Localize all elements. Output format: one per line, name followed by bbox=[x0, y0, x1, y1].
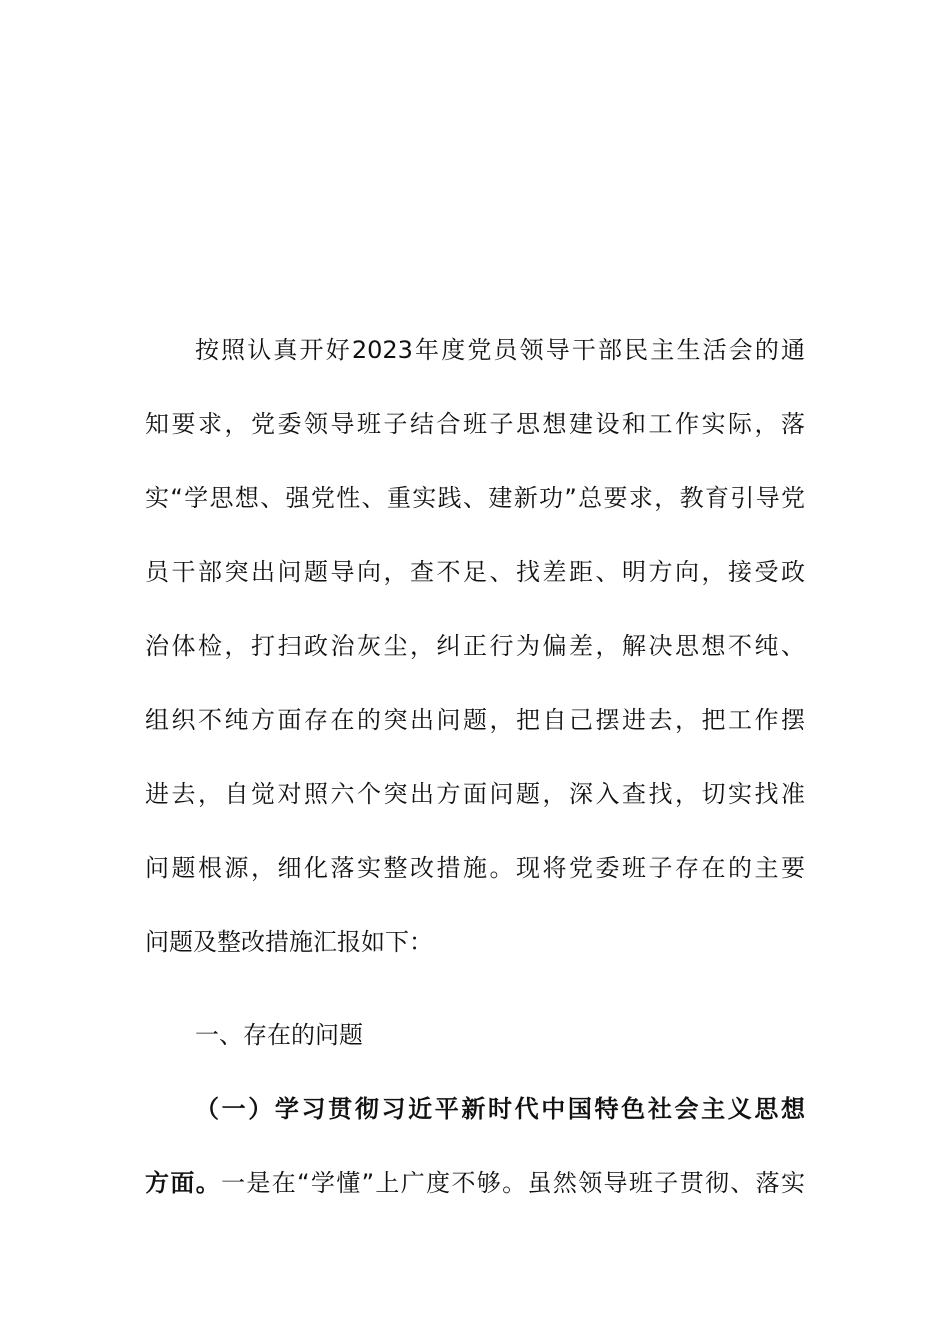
paragraph-line-3: 实“学思想、强党性、重实践、建新功”总要求，教育引导党 bbox=[145, 484, 805, 512]
section-heading: 一、存在的问题 bbox=[195, 1021, 363, 1049]
paragraph-line-7: 进去，自觉对照六个突出方面问题，深入查找，切实找准 bbox=[145, 780, 805, 808]
paragraph-line-1: 按照认真开好2023年度党员领导干部民主生活会的通 bbox=[195, 336, 805, 364]
subsection-body-line bbox=[145, 1163, 805, 1203]
paragraph-line-8: 问题根源，细化落实整改措施。现将党委班子存在的主要 bbox=[145, 854, 805, 882]
paragraph-line-2: 知要求，党委领导班子结合班子思想建设和工作实际，落 bbox=[145, 410, 805, 438]
paragraph-line-6: 组织不纯方面存在的突出问题，把自己摆进去，把工作摆 bbox=[145, 706, 805, 734]
subsection-title-end: 方面。 bbox=[145, 1169, 222, 1197]
subsection-title: （一）学习贯彻习近平新时代中国特色社会主义思想 bbox=[195, 1095, 805, 1123]
subsection-body-text: 一是在“学懂”上广度不够。虽然领导班子贯彻、落实 bbox=[221, 1169, 806, 1197]
paragraph-line-9: 问题及整改措施汇报如下： bbox=[145, 928, 433, 956]
paragraph-line-4: 员干部突出问题导向，查不足、找差距、明方向，接受政 bbox=[145, 558, 805, 586]
paragraph-line-5: 治体检，打扫政治灰尘，纠正行为偏差，解决思想不纯、 bbox=[145, 632, 805, 660]
